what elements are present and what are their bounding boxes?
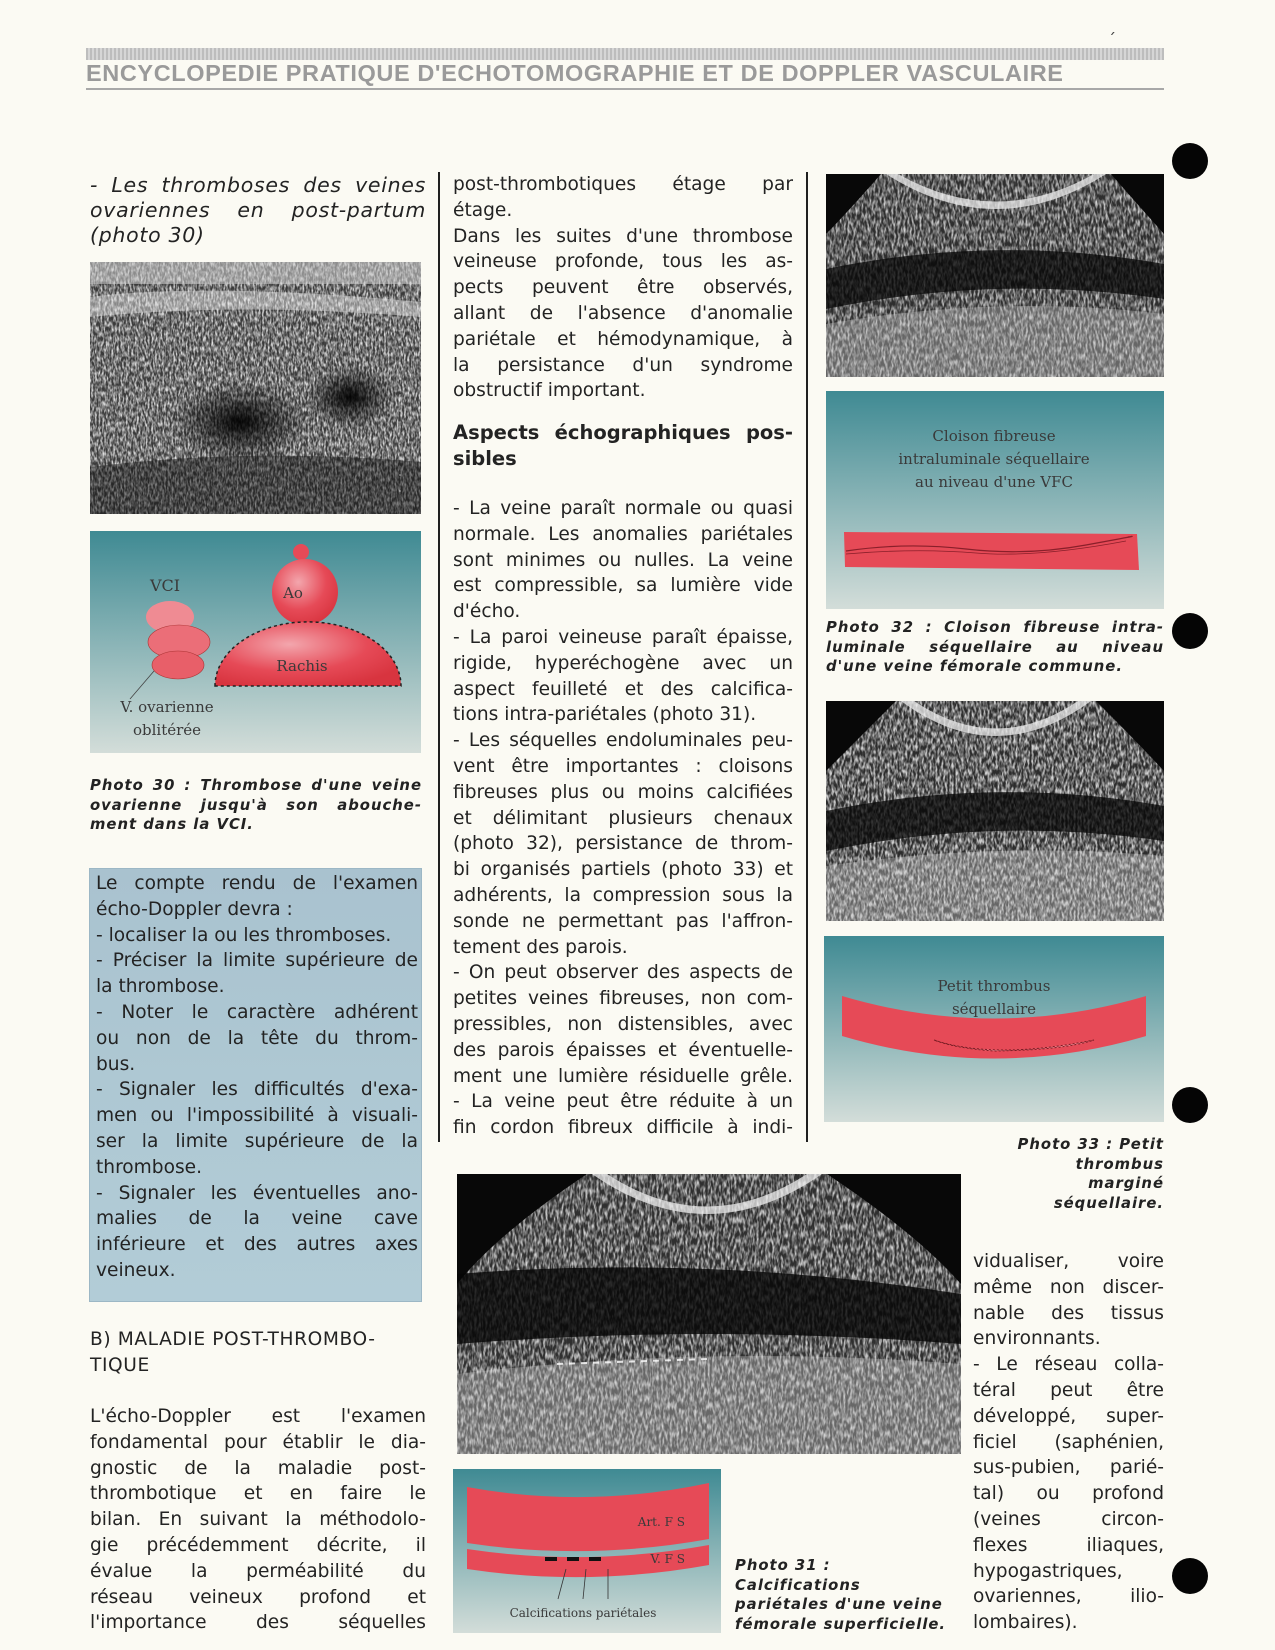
binder-hole <box>1172 1558 1208 1594</box>
photo-32-diagram <box>826 391 1164 609</box>
post-thrombotic-paragraph: post-thrombotiques étage par étage. Dans les suites d'une thrombose veineuse profonde, tous les as- pects peuvent être observés, allant de l'absence d'anomalie pariétale et hémodynamique, à la persistance d'un syndrome obstructif important. <box>453 174 793 402</box>
binder-hole <box>1172 1087 1208 1123</box>
binder-hole <box>1172 613 1208 649</box>
photo-30-ultrasound <box>90 262 421 514</box>
aspects-heading: Aspects échographiques pos- sibles <box>453 421 793 470</box>
corner-mark: ´ <box>1108 30 1116 49</box>
column-separator <box>806 172 808 1142</box>
svg-text:Petit thrombus: Petit thrombus <box>937 977 1051 995</box>
photo-32-caption: Photo 32 : Cloison fibreuse intra- luminale séquellaire au niveau d'une veine fémorale commune. <box>826 619 1164 675</box>
photo-31-ultrasound <box>457 1174 961 1454</box>
photo-33-diagram <box>824 936 1164 1122</box>
header-band <box>86 48 1164 60</box>
header-rule <box>86 88 1164 90</box>
section-b-paragraph: L'écho-Doppler est l'examen fondamental pour établir le dia- gnostic de la maladie post- thrombotique et en faire le bilan. En suivant la méthodolo- gie précédemment décrite, il évalue la perméabilité du réseau veineux profond et l'importance des séquelles <box>90 1406 426 1634</box>
photo-33-ultrasound <box>826 701 1164 921</box>
column-separator <box>438 172 440 1142</box>
svg-text:Ao: Ao <box>283 584 303 602</box>
photo-31-caption: Photo 31 : Calcifications pariétales d'une veine fémorale superficielle. <box>735 1557 947 1633</box>
photo-32-ultrasound <box>826 174 1164 377</box>
svg-text:V. ovarienne: V. ovarienne <box>120 698 214 716</box>
binder-hole <box>1172 143 1208 179</box>
svg-text:V. F S: V. F S <box>650 1552 685 1566</box>
svg-text:Rachis: Rachis <box>276 657 328 675</box>
photo-33-caption: Photo 33 : Petit thrombus marginé séquellaire. <box>1017 1136 1164 1212</box>
svg-text:Calcifications pariétales: Calcifications pariétales <box>509 1606 657 1620</box>
ovarian-thrombosis-heading: - Les thromboses des veines ovariennes en post-partum (photo 30) <box>90 173 426 247</box>
report-checklist-text: Le compte rendu de l'examen écho-Doppler devra : - localiser la ou les thromboses. - Préciser la limite supérieure de la thrombose. - Noter le caractère adhérent ou non de la tête du throm- bus. - Signaler les difficultés d'exa- men ou l'impossibilité à visuali- ser la limite supérieure de la thrombose. - Signaler les éventuelles ano- malies de la veine cave inférieure et des autres axes veineux. <box>96 873 418 1281</box>
svg-text:Art. F S: Art. F S <box>637 1515 685 1529</box>
photo-30-diagram <box>90 531 421 753</box>
running-title: ENCYCLOPEDIE PRATIQUE D'ECHOTOMOGRAPHIE ET DE DOPPLER VASCULAIRE <box>86 60 1064 86</box>
svg-text:oblitérée: oblitérée <box>132 721 202 739</box>
collateral-network-paragraph: vidualiser, voire même non discer- nable des tissus environnants. - Le réseau colla- téral peut être développé, super- ficiel (saphénien, sus-pubien, parié- tal) ou profond (veines circon- flexes iliaques, hypogastriques, ovariennes, ilio- lombaires). <box>973 1251 1164 1634</box>
photo-31-diagram <box>453 1469 721 1633</box>
svg-text:au niveau d'une VFC: au niveau d'une VFC <box>915 473 1073 491</box>
svg-text:Cloison fibreuse: Cloison fibreuse <box>932 427 1056 445</box>
aspects-paragraph: - La veine paraît normale ou quasi normale. Les anomalies pariétales sont minimes ou nulles. La veine est compressible, sa lumière vide d'écho. - La paroi veineuse paraît épaisse, rigide, hyperéchogène avec un aspect feuilleté et des calcifica- tions intra-pariétales (photo 31). - Les séquelles endoluminales peu- vent être importantes : cloisons fibreuses plus ou moins calcifiées et délimitant plusieurs chenaux (photo 32), persistance de throm- bi organisés partiels (photo 33) et adhérents, la compression sous la sonde ne permettant pas l'affron- tement des parois. - On peut observer des aspects de petites veines fibreuses, non com- pressibles, non distensibles, avec des parois épaisses et éventuelle- ment une lumière résiduelle grêle. - La veine peut être réduite à un fin cordon fibreux difficile à indi- <box>453 498 793 1139</box>
svg-text:séquellaire: séquellaire <box>951 1000 1037 1018</box>
svg-text:intraluminale séquellaire: intraluminale séquellaire <box>898 450 1090 468</box>
photo-30-caption: Photo 30 : Thrombose d'une veine ovarienne jusqu'à son abouche- ment dans la VCI. <box>90 777 422 833</box>
section-b-heading: B) MALADIE POST-THROMBO- TIQUE <box>90 1329 376 1376</box>
svg-text:VCI: VCI <box>150 576 181 595</box>
